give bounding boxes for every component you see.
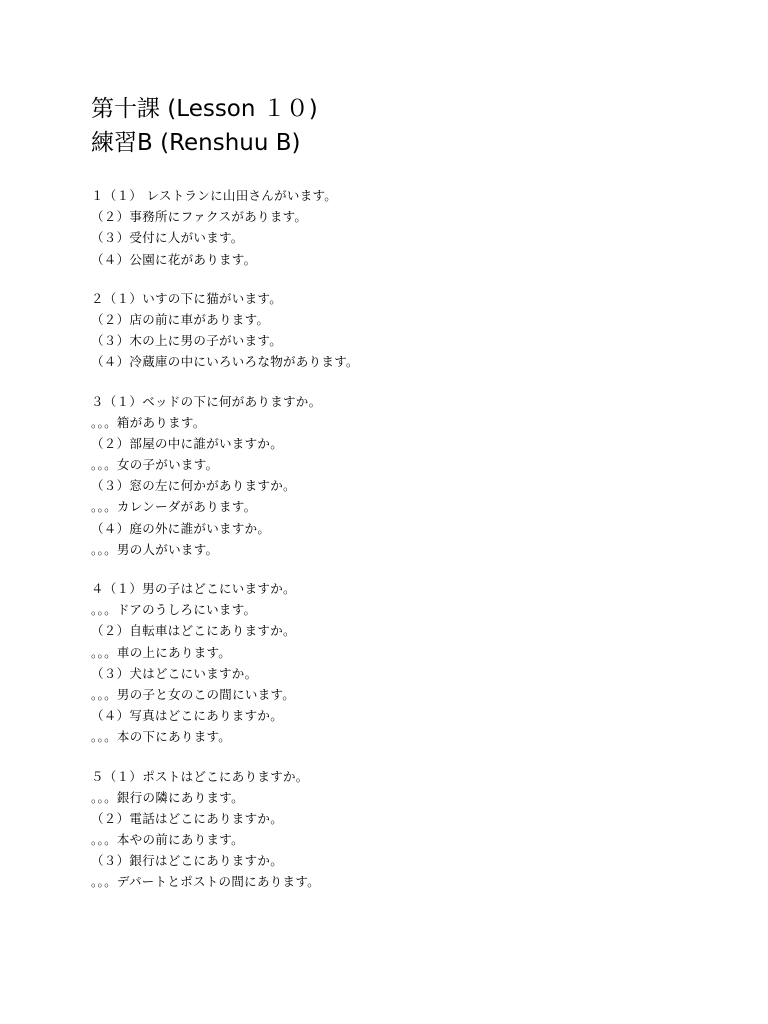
exercise-line: 。。。ドアのうしろにいます。: [91, 602, 257, 618]
exercise-line: （２）事務所にファクスがあります。: [91, 209, 308, 225]
exercise-line: 。。。男の人がいます。: [91, 541, 219, 557]
exercise-line: （３）木の上に男の子がいます。: [91, 333, 283, 349]
exercise-line: （２）店の前に車があります。: [91, 311, 270, 327]
exercise-section-1: [91, 185, 731, 270]
exercise-line: ４（１）男の子はどこにいますか。: [91, 581, 296, 596]
exercise-line: 。。。本やの前にあります。: [91, 832, 244, 848]
exercise-line: ５（１）ポストはどこにありますか。: [91, 768, 309, 784]
exercise-section-5: [91, 766, 731, 893]
exercise-line: 。。。男の子と女のこの間にいます。: [91, 686, 296, 702]
exercise-line: （４）公園に花があります。: [91, 251, 257, 267]
exercise-line: （４）庭の外に誰がいますか。: [91, 520, 271, 536]
exercise-line: 。。。デパートとポストの間にあります。: [91, 874, 320, 890]
exercise-line: （４）冷蔵庫の中にいろいろな物があります。: [91, 354, 359, 370]
exercise-section-3: [91, 391, 731, 561]
title-spacer: [91, 160, 731, 185]
document-page: [91, 92, 731, 893]
exercise-line: ３（１）ベッドの下に何がありますか。: [91, 393, 322, 409]
exercise-line: （２）部屋の中に誰がいますか。: [91, 435, 284, 451]
exercise-line: 。。。銀行の隣にあります。: [91, 789, 244, 805]
exercise-sections: [91, 185, 731, 893]
exercise-line: １（１） レストランに山田さんがいます。: [91, 188, 338, 203]
exercise-title: 練習B (Renshuu B): [91, 130, 301, 156]
exercise-line: （３）銀行はどこにありますか。: [91, 853, 284, 869]
exercise-section-4: [91, 578, 731, 748]
exercise-line: 。。。女の子がいます。: [91, 457, 219, 473]
exercise-section-2: [91, 288, 731, 373]
exercise-line: 。。。箱があります。: [91, 414, 206, 430]
exercise-line: （４）写真はどこにありますか。: [91, 708, 284, 724]
exercise-line: （３）窓の左に何かがありますか。: [91, 478, 296, 494]
exercise-line: （３）受付に人がいます。: [91, 230, 244, 246]
exercise-line: （２）自転車はどこにありますか。: [91, 623, 296, 639]
lesson-title: 第十課 (Lesson １０): [91, 96, 318, 122]
exercise-line: （３）犬はどこにいますか。: [91, 665, 258, 681]
exercise-line: ２（１）いすの下に猫がいます。: [91, 290, 283, 306]
exercise-line: 。。。カレンーダがあります。: [91, 499, 257, 515]
exercise-line: （２）電話はどこにありますか。: [91, 810, 284, 826]
exercise-line: 。。。本の下にあります。: [91, 729, 232, 745]
exercise-line: 。。。車の上にあります。: [91, 644, 232, 660]
